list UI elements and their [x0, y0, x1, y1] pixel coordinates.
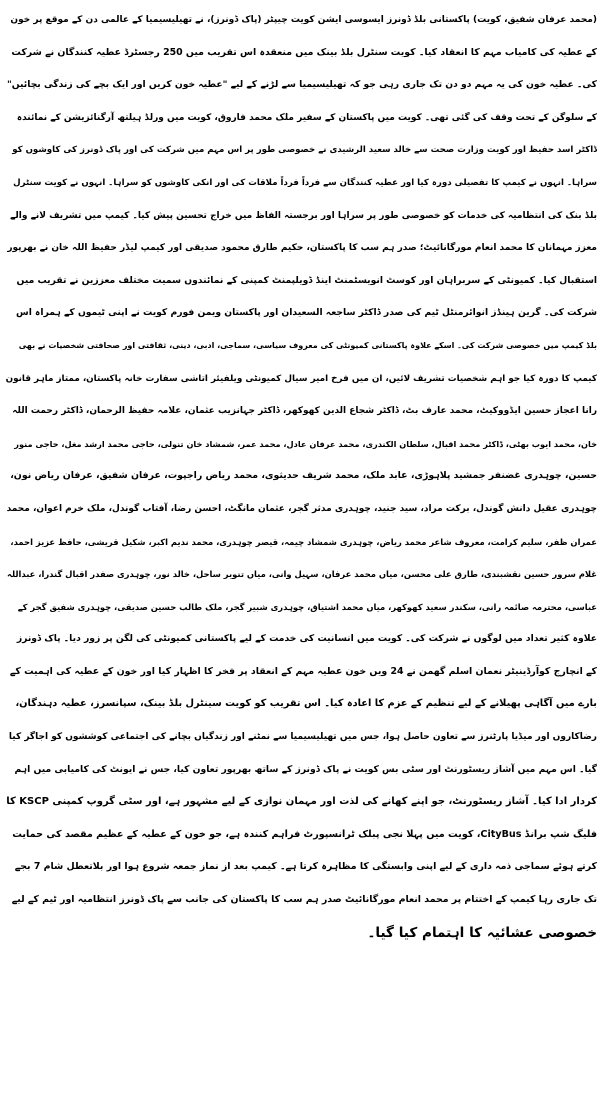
article-line: علاوہ کثیر تعداد میں لوگوں نے شرکت کی۔ کویت میں انسانیت کی خدمت کے لیے پاکستانی کمیونٹی کی لگن پر زور دیا۔ پاک ڈونرز [16, 633, 597, 645]
article-line: کے عطیہ کی کامیاب مہم کا انعقاد کیا۔ کویت سنٹرل بلڈ بینک میں منعقدہ اس تقریب میں 250 رجسٹرڈ عطیہ کنندگان نے شرکت [11, 46, 597, 58]
article-line: بارے میں آگاہی پھیلانے کے لیے تنظیم کے عزم کا اعادہ کیا۔ اس تقریب کو کویت سینٹرل بلڈ بینک، سپانسرز، عطیہ دہندگان، [15, 698, 597, 710]
article-line: بلڈ کیمپ میں خصوصی شرکت کی۔ اسکے علاوہ پاکستانی کمیونٹی کی معروف سیاسی، سماجی، ادبی، دینی، ثقافتی اور صحافتی شخصیات نے بھی [18, 340, 597, 350]
article-line: چوہدری عقیل دانش گوندل، برکت مراد، سید جنید، چوہدری مدثر گجر، عثمان مانگٹ، احسن رضا، آفتاب گوندل، ملک خرم اعوان، محمد [6, 503, 597, 514]
article-line: گیا۔ اس مہم میں آشاز ریسٹورنٹ اور سٹی بس کویت نے پاک ڈونرز کے ساتھ بھرپور تعاون کیا، جس نے ایونٹ کی کامیابی میں اہم [14, 763, 597, 775]
article-line: سراہا۔ انہوں نے کیمپ کا تفصیلی دورہ کیا اور عطیہ کنندگان سے فرداً فرداً ملاقات کی اور انکی کاوشوں کو سراہا۔ انہوں نے کویت سنٹرل [13, 177, 597, 188]
article-line: عباسی، محترمہ صائمہ رانی، سکندر سعید کھوکھر، میاں محمد اشتیاق، چوہدری شبیر گجر، ملک طالب حسین صدیقی، چوہدری شفیق گجر کے [17, 601, 597, 612]
article-line: رانا اعجاز حسین ایڈووکیٹ، محمد عارف بٹ، ڈاکٹر شجاع الدین کھوکھر، ڈاکٹر جہانزیب عثمان، علامہ حفیظ الرحمان، ڈاکٹر رحمت اللہ [12, 406, 597, 417]
article-line: معزز مہمانان کا محمد انعام مورگانائیٹ؛ صدر ہم سب کا پاکستان، حکیم طارق محمود صدیقی اور کیمپ لیڈر حفیظ اللہ خان نے بھرپور [7, 243, 597, 254]
article-line: استقبال کیا۔ کمیونٹی کے سربراہان اور کوسٹ انویسٹمنٹ اینڈ ڈویلپمنٹ کمپنی کے نمائندوں سمیت مختلف معززین نے تقریب میں [16, 274, 597, 286]
article-line: (محمد عرفان شفیق، کویت) پاکستانی بلڈ ڈونرز ایسوسی ایشن کویت چیپٹر (پاک ڈونرز)، نے تھیلیسیمیا کے عالمی دن کے موقع پر خون [10, 15, 597, 25]
article-line: رضاکاروں اور میڈیا پارٹنرز سے تعاون حاصل ہوا، جس میں تھیلیسیمیا سے نمٹنے اور زندگیاں بچانے کی اجتماعی کوششوں کو اجاگر کیا [8, 732, 597, 743]
article-line: کرتے ہوئے سماجی ذمہ داری کے لیے اپنی وابستگی کا مظاہرہ کرتا ہے۔ کیمپ بعد از نماز جمعہ شروع ہوا اور بلاتعطل شام 7 بجے [14, 861, 597, 873]
article-line: تک جاری رہا کیمپ کے اختتام پر محمد انعام مورگانائیٹ صدر ہم سب کا پاکستان کی جانب سے پاک ڈونرز انتظامیہ اور ٹیم کے لیے [11, 894, 597, 906]
article-line: کردار ادا کیا۔ آشاز ریسٹورنٹ، جو اپنے کھانے کی لذت اور مہمان نوازی کے لیے مشہور ہے، اور سٹی گروپ کمپنی KSCP کا [6, 796, 597, 808]
article-line: بلڈ بنک کی انتظامیہ کی خدمات کو خصوصی طور پر سراہا اور برجستہ الفاظ میں خراج تحسین پیش کیا۔ کیمپ میں تشریف لانے والے [10, 210, 597, 221]
article-line: کیمپ کا دورہ کیا جو اہم شخصیات تشریف لائیں، ان میں فرخ امیر سیال کمیونٹی ویلفیئر اتاشی سفارت خانہ پاکستان، ممتاز ماہر قانون [6, 373, 597, 384]
article-line: کے انچارج کوآرڈینیٹر نعمان اسلم گھمن نے 24 ویں خون عطیہ مہم کے انعقاد پر فخر کا اظہار کیا اور خون کے عطیہ کی اہمیت کے [9, 665, 597, 677]
article-line: عمران ظفر، سلیم کرامت، معروف شاعر محمد ریاض، چوہدری شمشاد چیمہ، قیصر چوہدری، محمد ندیم اکبر، شکیل قریشی، حافظ عزیز احمد، [10, 536, 597, 547]
article-line: فلیگ شپ برانڈ CityBus، کویت میں پہلا نجی پبلک ٹرانسپورٹ فراہم کنندہ ہے، جو خون کے عطیہ کے عظیم مقصد کی حمایت [12, 828, 597, 840]
article-line: شرکت کی۔ گرین ہینڈز انوائرمنٹل ٹیم کی صدر ڈاکٹر ساجعہ السعیدان اور پاکستان ویمن فورم کویت نے اپنی ٹیموں کے ہمراہ اس [16, 307, 597, 319]
article-line: حسین، چوہدری غضنفر جمشید پلاہوڑی، عابد ملک، محمد شریف حدیثوی، محمد ریاض راجپوت، عرفان شفیق، عرفان ریاض نون، [10, 470, 597, 482]
article-line: خان، محمد ایوب بھٹی، ڈاکٹر محمد اقبال، سلطان الکندری، محمد عرفان عادل، محمد عمر، شمشاد خان تنولی، حاجی محمد ارشد مغل، حاجی منور [14, 438, 597, 449]
article-line: ڈاکٹر اسد حفیظ اور کویت وزارت صحت سے خالد سعید الرشیدی نے خصوصی طور پر اس مہم میں شرکت کی اور پاک ڈونرز کی کاوشوں کو [12, 145, 597, 156]
article-line: کی۔ عطیہ خون کی یہ مہم دو دن تک جاری رہی جو کہ تھیلیسیمیا سے لڑنے کے لیے "عطیہ خون کریں اور ایک بچے کی زندگی بچائیں" [6, 79, 597, 91]
article-line: غلام سرور حسین نقشبندی، طارق علی محسن، میاں محمد عرفان، سہیل وانی، میاں تنویر ساحل، خالد نور، چوہدری صفدر اقبال گندرا، عبداللہ [7, 569, 597, 580]
article-line: خصوصی عشائیہ کا اہتمام کیا گیا۔ [367, 924, 597, 941]
article-line: کے سلوگن کے تحت وقف کی گئی تھی۔ کویت میں پاکستان کے سفیر ملک محمد فاروق، کویت میں ورلڈ ہیلتھ آرگنائزیشن کے نمائندہ [16, 112, 597, 123]
article-body [6, 4, 597, 949]
